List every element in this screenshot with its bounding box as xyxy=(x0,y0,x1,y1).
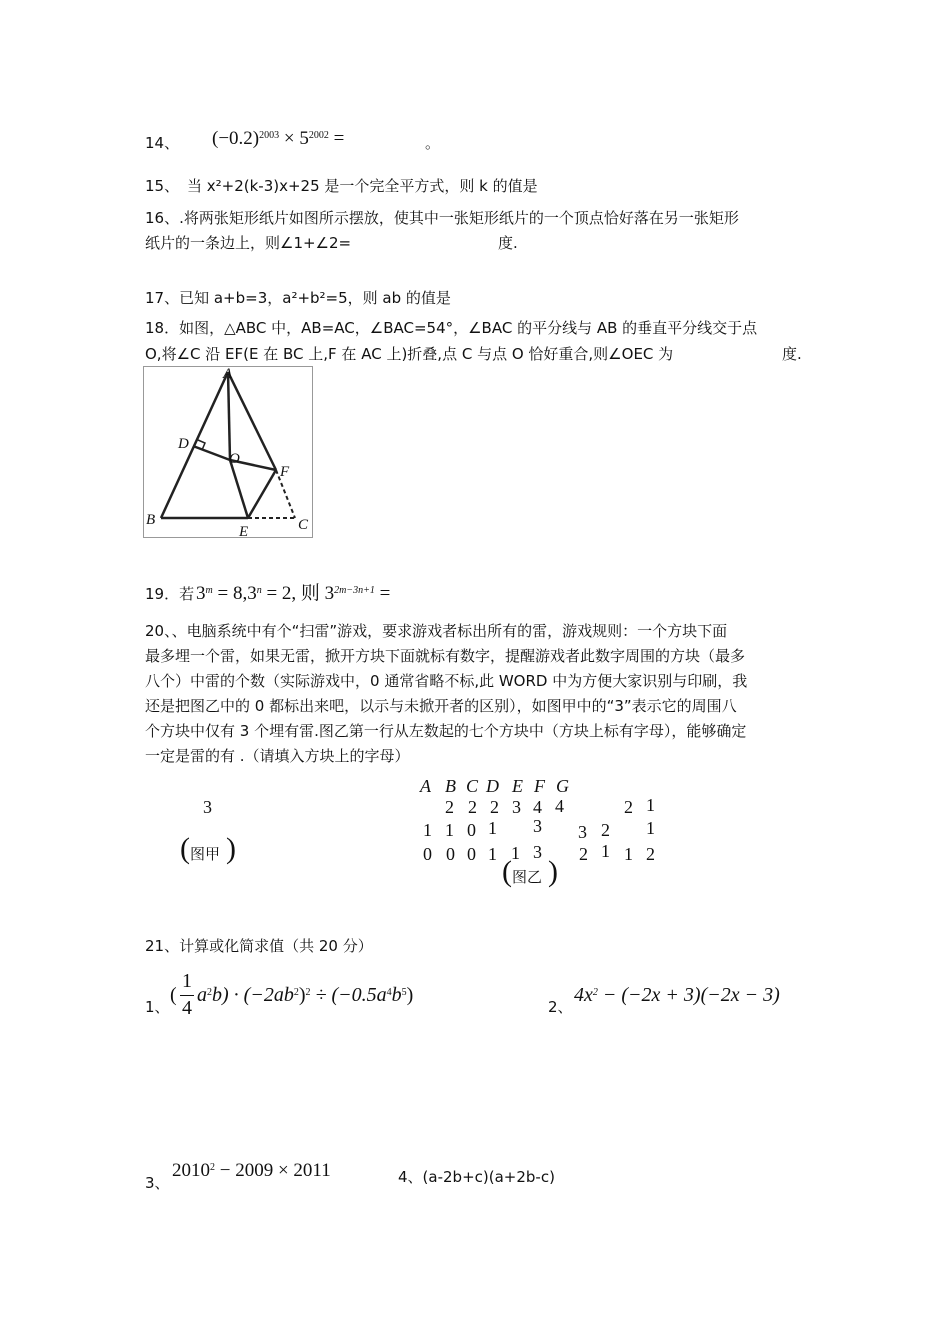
perpendicular-do xyxy=(193,446,230,460)
fig-jia-close-paren: ) xyxy=(226,832,236,865)
q14-period: 。 xyxy=(425,134,441,152)
grid-r2-c2: 1 xyxy=(445,820,454,840)
q19-expression: $3^m = 8,3^n = 2$, 则 $3^{2m-3n+1}$ = xyxy=(196,583,391,604)
label-o: O xyxy=(229,451,240,467)
q16-line2: 纸片的一条边上，则∠1+∠2= xyxy=(145,234,352,252)
q21-p1-open-paren: ( xyxy=(170,984,177,1006)
fig-jia-open-paren: ( xyxy=(180,832,190,865)
q16-line1: 16、.将两张矩形纸片如图所示摆放，使其中一张矩形纸片的一个顶点恰好落在另一张矩形 xyxy=(145,209,739,227)
q19-number: 19．若 xyxy=(145,585,195,603)
fig-jia-value: 3 xyxy=(203,797,212,817)
label-e: E xyxy=(239,524,249,538)
grid-r3-c2: 0 xyxy=(446,844,455,864)
segment-oe xyxy=(230,460,248,518)
grid-r3-c8: 1 xyxy=(601,841,610,861)
fig-yi-close-paren: ) xyxy=(548,855,558,888)
grid-letter-e: E xyxy=(512,776,523,796)
grid-r1-c1: 2 xyxy=(445,797,454,817)
grid-r3-c10: 2 xyxy=(646,844,655,864)
grid-r2-c5: 3 xyxy=(533,816,542,836)
grid-letter-g: G xyxy=(556,776,569,796)
grid-letter-a: A xyxy=(420,776,431,796)
grid-r1-c5: 4 xyxy=(533,797,542,817)
grid-letter-d: D xyxy=(486,776,499,796)
q20-line5: 个方块中仅有 3 个埋有雷.图乙第一行从左数起的七个方块中（方块上标有字母），能够确定 xyxy=(145,722,747,740)
label-b: B xyxy=(146,512,156,528)
q21-p2-expression: $4x^2 - (-2x + 3)(-2x - 3)$ xyxy=(574,984,780,1006)
grid-letter-b: B xyxy=(445,776,456,796)
q16-unit: 度. xyxy=(498,234,518,252)
grid-r3-c9: 1 xyxy=(624,844,633,864)
grid-r1-c2: 2 xyxy=(468,797,477,817)
q20-line2: 最多埋一个雷，如果无雷，掀开方块下面就标有数字，提醒游戏者此数字周围的方块（最多 xyxy=(145,647,746,665)
grid-r3-c6: 3 xyxy=(533,842,542,862)
q20-line4: 还是把图乙中的 0 都标出来吧，以示与未掀开者的区别），如图甲中的“3”表示它的周围八 xyxy=(145,697,737,715)
grid-letter-c: C xyxy=(466,776,479,796)
grid-r2-c7: 2 xyxy=(601,820,610,840)
q14-expression: $(-0.2)^{2003} \times 5^{2002}$ = xyxy=(212,128,345,149)
label-d: D xyxy=(178,436,189,452)
grid-r3-c3: 0 xyxy=(467,844,476,864)
q21-p1-number: 1、 xyxy=(145,998,170,1016)
grid-r3-c1: 0 xyxy=(423,844,432,864)
q21-p1-frac-numerator: 1 xyxy=(182,970,192,992)
grid-r1-c4: 3 xyxy=(512,797,521,817)
fig-yi-caption: 图乙 xyxy=(512,868,543,886)
label-c: C xyxy=(298,517,309,533)
q20-line3: 八个）中雷的个数（实际游戏中，0 通常省略不标,此 WORD 中为方便大家识别与印刷，我 xyxy=(145,672,748,690)
fold-ef xyxy=(248,470,276,518)
grid-r1-c6: 4 xyxy=(555,796,564,816)
grid-r3-c5: 1 xyxy=(511,843,520,863)
q21-title: 21、计算或化简求值（共 20 分） xyxy=(145,937,373,955)
q17-text: 17、已知 a+b=3，a²+b²=5，则 ab 的值是 xyxy=(145,289,451,307)
grid-r2-c1: 1 xyxy=(423,820,432,840)
q21-p4-text: 4、(a-2b+c)(a+2b-c) xyxy=(398,1168,555,1186)
q21-p2-number: 2、 xyxy=(548,998,573,1016)
q20-line6: 一定是雷的有 .（请填入方块上的字母） xyxy=(145,747,410,765)
q18-unit: 度. xyxy=(782,345,802,363)
q21-p1-fraction-bar xyxy=(180,995,194,996)
q18-line2: O,将∠C 沿 EF(E 在 BC 上,F 在 AC 上)折叠,点 C 与点 O 恰好重合,则∠OEC 为 xyxy=(145,345,674,363)
q21-p1-frac-denominator: 4 xyxy=(182,997,192,1019)
side-ab xyxy=(161,372,228,518)
grid-r1-c7: 2 xyxy=(624,797,633,817)
grid-r1-c3: 2 xyxy=(490,797,499,817)
fig-yi-open-paren: ( xyxy=(502,855,512,888)
q21-p3-expression: $2010^2 - 2009 \times 2011$ xyxy=(172,1160,331,1181)
grid-letter-f: F xyxy=(534,776,545,796)
grid-r2-c6: 3 xyxy=(578,822,587,842)
fig-jia-caption: 图甲 xyxy=(190,845,221,863)
q14-number: 14、 xyxy=(145,134,180,152)
q15-text: 当 x²+2(k-3)x+25 是一个完全平方式，则 k 的值是 xyxy=(187,177,538,195)
q21-p1-expression: $a^2b) \cdot (-2ab^2)^2 \div (-0.5a^4b^5)$ xyxy=(197,984,414,1006)
triangle-figure xyxy=(143,366,313,538)
label-f: F xyxy=(280,464,290,480)
q20-line1: 20、、电脑系统中有个“扫雷”游戏，要求游戏者标出所有的雷，游戏规则：一个方块下面 xyxy=(145,622,728,640)
q21-p3-number: 3、 xyxy=(145,1174,170,1192)
q15-number: 15、 xyxy=(145,177,180,195)
grid-r2-c8: 1 xyxy=(646,818,655,838)
grid-r2-c3: 0 xyxy=(467,820,476,840)
grid-r3-c7: 2 xyxy=(579,844,588,864)
grid-r2-c4: 1 xyxy=(488,818,497,838)
bisector-ao xyxy=(228,372,230,460)
q18-line1: 18．如图，△ABC 中，AB=AC，∠BAC=54°，∠BAC 的平分线与 AB 的垂直平分线交于点 xyxy=(145,319,758,337)
label-a: A xyxy=(223,366,233,382)
grid-r1-c8: 1 xyxy=(646,795,655,815)
grid-r3-c4: 1 xyxy=(488,844,497,864)
